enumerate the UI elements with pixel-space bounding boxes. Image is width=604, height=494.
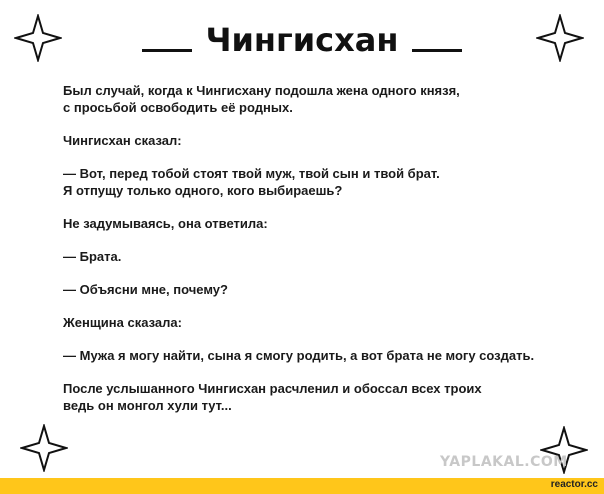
paragraph-she-answered: Не задумываясь, она ответила: (63, 216, 268, 231)
paragraph-woman-said: Женщина сказала: (63, 315, 182, 330)
title-underline-right (412, 49, 462, 52)
paragraph-khan-question: — Вот, перед тобой стоят твой муж, твой сын и твой брат. Я отпущу только одного, кого выбираешь? (63, 166, 440, 198)
page-title: Чингисхан (205, 21, 399, 59)
paragraph-explanation: — Мужа я могу найти, сына я смогу родить, а вот брата не могу создать. (63, 348, 535, 363)
paragraph-khan-said: Чингисхан сказал: (63, 133, 182, 148)
footer-bar (0, 478, 604, 494)
footer-site-link[interactable]: reactor.cc (550, 479, 598, 490)
title-underline-left (142, 49, 192, 52)
watermark: YAPLAKAL.COM (440, 454, 568, 470)
paragraph-brother: — Брата. (63, 249, 122, 264)
story-text (63, 82, 593, 430)
paragraph-why: — Объясни мне, почему? (63, 282, 228, 297)
title-row (0, 14, 604, 64)
paragraph-ending: После услышанного Чингисхан расчленил и обоссал всех троих ведь он монгол хули тут... (63, 381, 482, 413)
paragraph-intro: Был случай, когда к Чингисхану подошла жена одного князя, с просьбой освободить её родных. (63, 83, 460, 115)
star-icon-bottom-left (20, 424, 68, 472)
